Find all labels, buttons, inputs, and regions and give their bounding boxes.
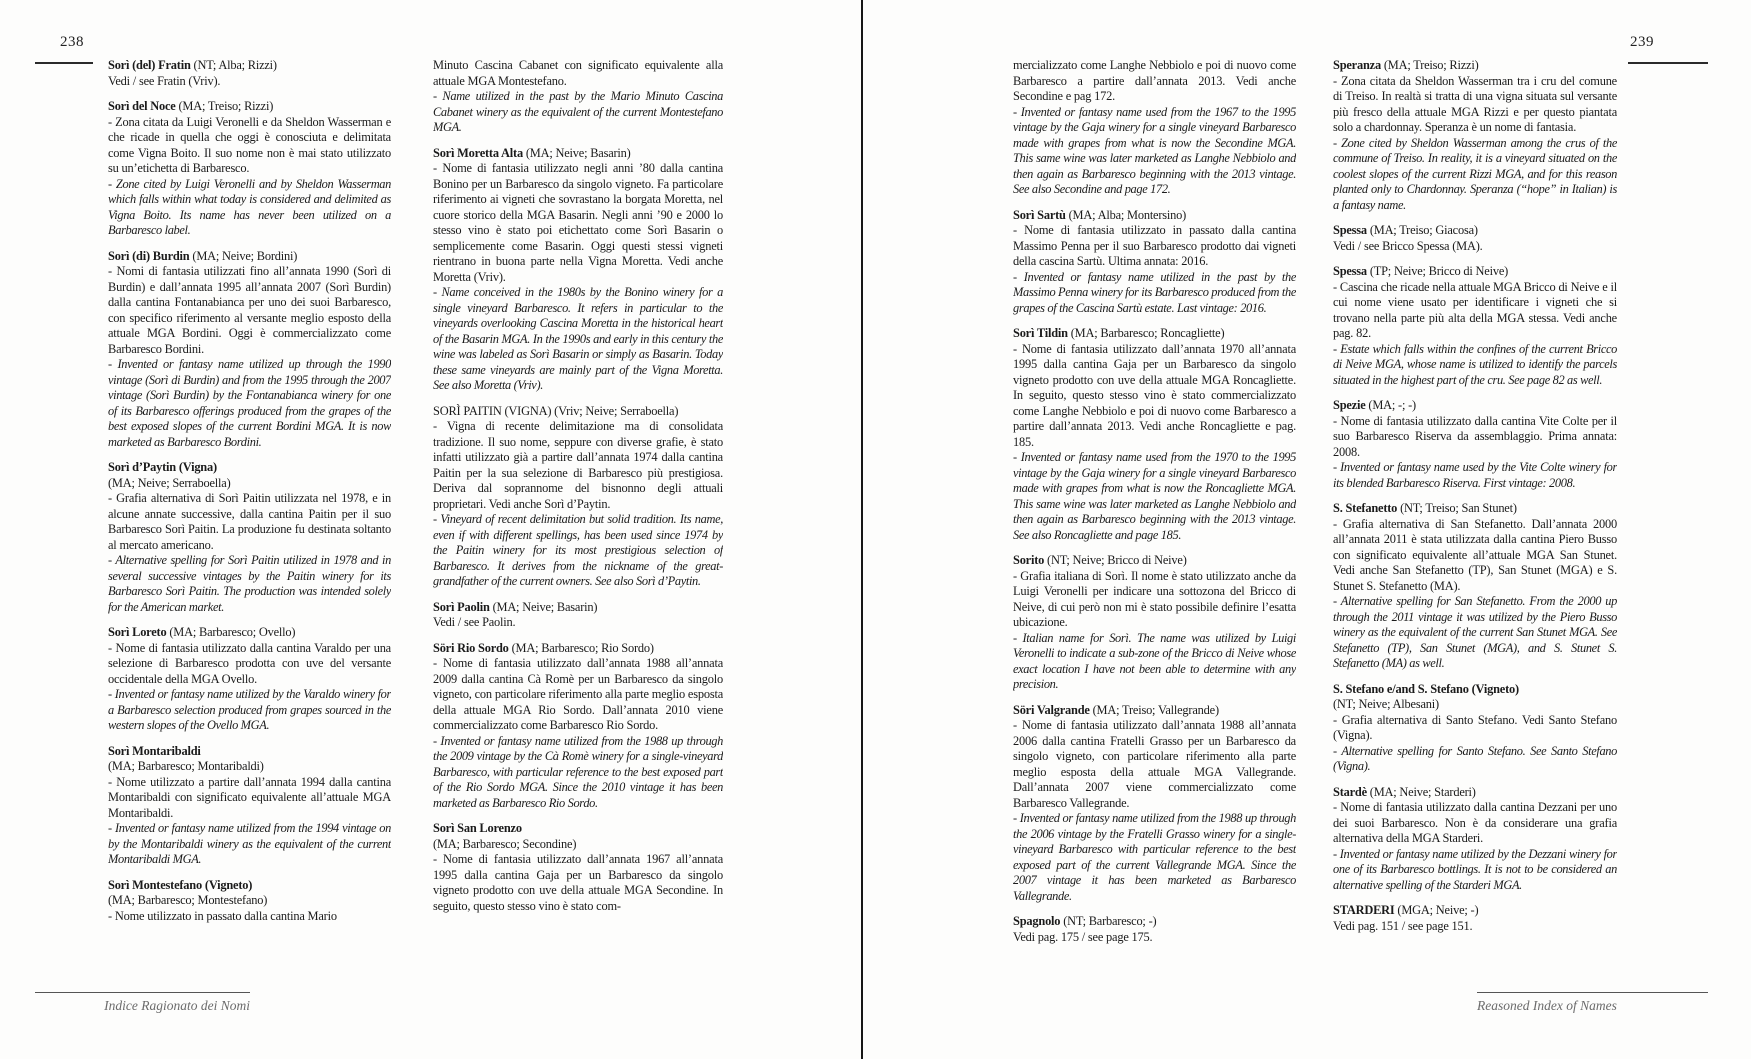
entry-qualifier: SORÌ PAITIN (VIGNA) (Vriv; Neive; Serraboella) [433,403,679,418]
entry-name: Sorì San Lorenzo [433,821,522,835]
entry-text-italian: - Grafia alternativa di Santo Stefano. Vedi Santo Stefano (Vigna). [1333,712,1617,742]
entry-qualifier: (MA; Treiso; Rizzi) [1380,58,1479,72]
index-entry [433,821,723,914]
entry-text-italian: - Nome di fantasia utilizzato dalla cantina Vite Colte per il suo Barbaresco Riserva da assemblaggio. Prima annata: 2008. [1333,413,1617,459]
index-entry [1013,553,1296,693]
text-column-1 [108,58,391,960]
entry-qualifier: (MA; Barbaresco; Rio Sordo) [508,640,654,655]
entry-name: S. Stefanetto [1333,501,1398,515]
entry-qualifier: (MGA; Neive; -) [1394,903,1479,917]
entry-text-english: - Invented or fantasy name utilized by the Varaldo winery for a Barbaresco selection produced from grapes sourced in the western slopes of the Ovello MGA. [108,687,391,732]
index-entry [1013,703,1296,905]
index-entry [1333,398,1617,491]
entry-name: Sorì Moretta Alta [433,145,523,160]
entry-heading [1013,703,1296,719]
index-entry [108,99,391,239]
entry-cross-reference: Vedi / see Bricco Spessa (MA). [1333,238,1483,253]
entry-qualifier: (MA; -; -) [1365,398,1416,412]
entry-text-english: - Alternative spelling for Santo Stefano. See Santo Stefano (Vigna). [1333,743,1617,773]
entry-cross-reference: Vedi / see Paolin. [433,615,516,629]
entry-qualifier: (MA; Neive; Basarin) [522,145,631,160]
entry-text-english: - Invented or fantasy name used by the Vite Colte winery for its blended Barbaresco Riserva. First vintage: 2008. [1333,460,1617,490]
entry-name: Sorì Montestefano (Vigneto) [108,877,253,892]
entry-name: Spessa [1333,264,1367,278]
entry-heading [108,744,391,760]
entry-name: Söri Rio Sordo [433,640,509,655]
entry-text-italian: - Nome utilizzato in passato dalla cantina Mario [108,908,337,923]
top-rule-left [35,62,93,64]
page-divider-line [861,0,863,1059]
entry-text-english: - Vineyard of recent delimitation but solid tradition. Its name, even if with different spellings, has been used since 1974 by the Paitin winery for its most prestigious selection of Barbaresco. It derives from the nickname of the great-grandfather of the current owners. See also Sorì d’Paytin. [433,512,723,588]
entry-name: S. Stefano e/and S. Stefano (Vigneto) [1333,681,1519,696]
entry-name: Sorì (del) Fratin [108,58,191,72]
entry-heading [433,600,723,616]
footer-rule-left [35,992,250,993]
entry-name: Speranza [1333,58,1381,72]
entry-qualifier: (MA; Barbaresco; Roncagliette) [1067,326,1225,340]
entry-name: Sorì d’Paytin (Vigna) [108,460,217,474]
entry-qualifier: (MA; Barbaresco; Secondine) [433,836,577,851]
entry-text-italian: - Vigna di recente delimitazione ma di consolidata tradizione. Il suo nome, seppure con diverse grafie, è stato infatti utilizzato già a partire dall’annata 1974 dalla cantina Paitin per la sua selezione di Barbaresco più prestigiosa. Deriva dal soprannome del bisnonno degli attuali proprietari. Vedi anche Sorì d’Paytin. [433,419,723,511]
index-entry [108,744,391,868]
entry-qualifier: (MA; Neive; Bordini) [189,248,298,263]
entry-qualifier: (MA; Barbaresco; Montaribaldi) [108,759,264,773]
entry-text-english: - Invented or fantasy name utilized from the 1988 up through the 2006 vintage by the Fratelli Grasso winery for a single-vineyard Barbaresco with particular reference to the best exposed part of the current Vallegrande MGA. Since the 2007 vintage it has been marketed as Barbaresco Vallegrande. [1013,811,1296,903]
index-entry [1333,58,1617,213]
entry-heading [433,146,723,162]
entry-qualifier: (MA; Neive; Basarin) [489,599,598,614]
footer-title-right: Reasoned Index of Names [1477,998,1617,1013]
entry-text-italian: - Nome di fantasia utilizzato in passato dalla cantina Massimo Penna per il suo Barbaresco prodotto dai vigneti della cascina Sartù. Ultima annata: 2016. [1013,223,1296,268]
entry-text-english: - Estate which falls within the confines of the current Bricco di Neive MGA, whose name is utilized to identify the parcels situated in the highest part of the cru. See page 82 as well. [1333,341,1617,387]
entry-heading [1333,398,1617,414]
entry-cross-reference: Vedi pag. 175 / see page 175. [1013,929,1153,944]
entry-heading [108,99,391,115]
entry-heading [433,821,723,837]
page-number-right: 239 [1630,34,1654,50]
entry-name: Sorì Loreto [108,625,167,639]
entry-text-english: - Invented or fantasy name utilized up through the 1990 vintage (Sorì di Burdin) and from the 1995 through the 2007 vintage (Sorì Burdin) by the Fontanabianca winery for one of its Barbaresco offerings produced from the grapes of the best exposed slopes of the current Bordini MGA. It is now marketed as Barbaresco Bordini. [108,357,391,449]
entry-qualifier: (TP; Neive; Bricco di Neive) [1366,264,1509,278]
entry-qualifier: (NT; Alba; Rizzi) [190,58,277,72]
entry-name: Stardè [1333,784,1367,799]
index-entry [1013,208,1296,317]
text-column-3 [1013,58,1296,960]
entry-qualifier: (MA; Neive; Starderi) [1366,784,1476,799]
index-entry [1013,326,1296,543]
entry-text-italian: - Nomi di fantasia utilizzati fino all’annata 1990 (Sorì di Burdin) e dall’annata 1995 all’annata 2007 (Sorì Burdin) dalla cantina Fontanabianca per uno dei suoi Barbaresco, con specifico riferimento al versante meglio esposto della attuale MGA Bordini. Oggi è commercializzato come Barbaresco Bordini. [108,264,391,356]
entry-heading [108,249,391,265]
entry-heading [1333,501,1617,517]
footer-rule-right [1477,992,1708,993]
entry-text-italian: - Nome di fantasia utilizzato dalla cantina Dezzani per uno dei suoi Barbaresco. Non è da considerare una grafia alternativa della MGA Starderi. [1333,800,1617,845]
entry-qualifier: (MA; Treiso; Giacosa) [1366,223,1478,237]
entry-heading [433,641,723,657]
entry-qualifier: (MA; Barbaresco; Montestefano) [108,893,268,907]
entry-cross-reference: Vedi / see Fratin (Vriv). [108,73,221,88]
index-entry [108,460,391,615]
top-rule-right [1628,62,1708,64]
entry-heading [433,837,723,853]
entry-text-english: - Invented or fantasy name utilized from the 1988 up through the 2009 vintage by the Cà Romè winery for a single-vineyard Barbaresco, with particular reference to the best exposed part of the Rio Sordo MGA. Since the 2010 vintage it has been marketed as Barbaresco Rio Sordo. [433,733,723,810]
entry-text-italian: - Zona citata da Luigi Veronelli e da Sheldon Wasserman e che ricade in quella che oggi è conosciuta e delimitata come Vigna Boito. Il suo nome non è mai stato utilizzato su un’etichetta di Barbaresco. [108,114,391,175]
entry-heading [108,625,391,641]
entry-text-italian: - Nome di fantasia utilizzato dall’annata 1988 all’annata 2006 dalla cantina Fratelli Grasso per un Barbaresco da singolo vigneto, con particolare riferimento alla parte meglio esposta della attuale MGA Vallegrande. Dall’annata 2007 viene commercializzato come Barbaresco Vallegrande. [1013,718,1296,810]
index-entry-continuation [433,58,723,136]
entry-qualifier: (MA; Alba; Montersino) [1065,207,1187,222]
index-entry [1333,785,1617,894]
entry-heading [108,460,391,476]
entry-text-english: - Invented or fantasy name utilized in the past by the Massimo Penna winery for its Barbaresco produced from the grapes of the Cascina Sartù estate. Last vintage: 2016. [1013,269,1296,315]
entry-name: Sorì Sartù [1013,207,1066,222]
entry-qualifier: (MA; Barbaresco; Ovello) [166,625,296,639]
index-entry [1333,501,1617,672]
entry-text-italian: - Nome di fantasia utilizzato dalla cantina Varaldo per una selezione di Barbaresco prodotta con uve del versante occidentale della MGA Ovello. [108,640,391,686]
entry-text-italian: - Cascina che ricade nella attuale MGA Bricco di Neive e il cui nome viene usato per identificare i vigneti che si trovano nella parte più alta della MGA stessa. Vedi anche pag. 82. [1333,279,1617,340]
entry-text-english: - Invented or fantasy name used from the 1967 to the 1995 vintage by the Gaja winery for a single vineyard Barbaresco made with grapes from what is now the Secondine MGA. This same wine was later marketed as Langhe Nebbiolo and then again as Barbaresco beginning with the 2013 vintage. See also Secondine and page 172. [1013,104,1296,196]
page-number-left: 238 [60,34,84,50]
entry-name: Sorì Tildin [1013,326,1068,340]
entry-text-italian: - Grafia italiana di Sorì. Il nome è stato utilizzato anche da Luigi Veronelli per indicare una sottozona del Bricco di Neive, di cui però non mi è stato possibile definire l’esatta ubicazione. [1013,568,1296,629]
entry-heading [1333,903,1617,919]
entry-heading [1333,223,1617,239]
index-entry [1013,914,1296,945]
index-entry [1333,264,1617,388]
entry-name: Söri Valgrande [1013,702,1090,717]
entry-heading [433,404,723,420]
entry-text-english: - Invented or fantasy name utilized from the 1994 vintage on by the Montaribaldi winery as the equivalent of the current Montaribaldi MGA. [108,821,391,866]
index-entry [108,878,391,925]
entry-qualifier: (NT; Treiso; San Stunet) [1397,501,1517,515]
entry-qualifier: (MA; Neive; Serraboella) [108,475,231,490]
entry-text-italian: - Zona citata da Sheldon Wasserman tra i cru del comune di Treiso. In realtà si tratta di una vigna situata sul versante più fresco della attuale MGA Rizzi e per questo piantata solo a chardonnay. Speranza è un nome di fantasia. [1333,73,1617,134]
text-column-4 [1333,58,1617,960]
entry-qualifier: (NT; Barbaresco; -) [1060,914,1157,928]
entry-heading [108,58,391,74]
entry-text-italian: - Nome di fantasia utilizzato dall’annata 1970 all’annata 1995 dalla cantina Gaja per un Barbaresco da singolo vigneto prodotto con uve della attuale MGA Roncagliette. In seguito, questo stesso vino è stato commercializzato come Langhe Nebbiolo e poi di nuovo come Barbaresco a partire dall’annata 2013. Vedi anche Roncagliette e pag. 185. [1013,341,1296,449]
entry-text-english: - Alternative spelling for San Stefanetto. From the 2000 up through the 2011 vintage it was utilized by the Piero Busso winery as the equivalent of the current San Stunet MGA. See Stefanetto (TP), San Stunet (MGA), and S. Stunet S. Stefanetto (MA) as well. [1333,594,1617,670]
entry-text-english: - Zone cited by Sheldon Wasserman among the crus of the commune of Treiso. In reality, it is a vineyard situated on the coolest slopes of the current Rizzi MGA, and for this reason planted only to Chardonnay. Speranza (“hope” in Italian) is a fantasy name. [1333,135,1617,212]
entry-text-italian: mercializzato come Langhe Nebbiolo e poi di nuovo come Barbaresco a partire dall’annata 2013. Vedi anche Secondine e pag 172. [1013,58,1296,103]
entry-qualifier: (NT; Neive; Albesani) [1333,697,1439,711]
entry-name: Sorì Montaribaldi [108,743,201,758]
index-entry [433,146,723,394]
index-entry [108,249,391,451]
entry-name: Sorito [1013,553,1045,567]
entry-heading [1333,58,1617,74]
entry-name: STARDERI [1333,903,1395,917]
footer-title-left: Indice Ragionato dei Nomi [104,998,250,1013]
entry-qualifier: (NT; Neive; Bricco di Neive) [1044,553,1187,567]
index-entry-continuation [1013,58,1296,198]
entry-name: Spezie [1333,398,1366,412]
entry-qualifier: (MA; Treiso; Rizzi) [175,99,274,113]
entry-name: Spagnolo [1013,914,1061,928]
entry-text-english: - Alternative spelling for Sorì Paitin utilized in 1978 and in several successive vintages by the Paitin winery for its Barbaresco Sorì Paitin. The production was intended solely for the American market. [108,553,391,614]
entry-text-english: - Invented or fantasy name utilized by the Dezzani winery for one of its Barbaresco bottlings. It is not to be considered an alternative spelling of the Starderi MGA. [1333,846,1617,892]
entry-name: Spessa [1333,223,1367,237]
entry-heading [1013,914,1296,930]
entry-cross-reference: Vedi pag. 151 / see page 151. [1333,918,1473,933]
index-entry [1333,223,1617,254]
entry-heading [1013,208,1296,224]
entry-text-english: - Zone cited by Luigi Veronelli and by Sheldon Wasserman which falls within what today is considered and delimited as Vigna Boito. Its name has never been utilized on a Barbaresco label. [108,176,391,237]
entry-heading [1333,264,1617,280]
index-entry [108,58,391,89]
entry-heading [1333,785,1617,801]
entry-heading [108,476,391,492]
entry-text-italian: Minuto Cascina Cabanet con significato equivalente alla attuale MGA Montestefano. [433,58,723,88]
entry-text-italian: - Nome di fantasia utilizzato dall’annata 1988 all’annata 2009 dalla cantina Cà Romè per un Barbaresco da singolo vigneto, con particolare riferimento alla parte meglio esposta della attuale MGA Rio Sordo. Dall’annata 2010 viene commercializzato come Barbaresco Rio Sordo. [433,656,723,732]
entry-text-italian: - Grafia alternativa di Sorì Paitin utilizzata nel 1978, e in alcune annate successive, dalla cantina Paitin per il suo Barbaresco Sorì Paitin. La produzione fu destinata soltanto al mercato americano. [108,491,391,552]
index-entry [433,600,723,631]
entry-text-italian: - Nome utilizzato a partire dall’annata 1994 dalla cantina Montaribaldi con significato equivalente all’attuale MGA Montaribaldi. [108,774,391,820]
index-entry [1333,682,1617,775]
entry-heading [1333,682,1617,698]
entry-name: Sorì Paolin [433,599,490,614]
index-entry [433,641,723,812]
entry-heading [1333,697,1617,713]
entry-name: Sorì del Noce [108,99,176,113]
entry-text-italian: - Grafia alternativa di San Stefanetto. Dall’annata 2000 all’annata 2011 è stata utilizzata dalla cantina Piero Busso con significato equivalente all’attuale MGA San Stunet. Vedi anche San Stefanetto (TP), San Stunet (MGA) e S. Stunet S. Stefanetto (MA). [1333,516,1617,593]
index-entry [433,404,723,590]
entry-heading [108,893,391,909]
entry-text-english: - Italian name for Sorì. The name was utilized by Luigi Veronelli to indicate a sub-zone of the Bricco di Neive whose exact location I have not been able to determine with any precision. [1013,630,1296,691]
entry-text-english: - Name utilized in the past by the Mario Minuto Cascina Cabanet winery as the equivalent of the current Montestefano MGA. [433,89,723,134]
entry-heading [108,759,391,775]
entry-heading [1013,553,1296,569]
entry-text-english: - Name conceived in the 1980s by the Bonino winery for a single vineyard Barbaresco. It refers in particular to the vineyards overlooking Cascina Moretta in the historical heart of the Basarin MGA. In the 1990s and early in this century the wine was labeled as Sorì Basarin or simply as Basarin. Today these same vineyards are mainly part of the Vigna Moretta. See also Moretta (Vriv). [433,285,723,392]
entry-text-italian: - Nome di fantasia utilizzato dall’annata 1967 all’annata 1995 dalla cantina Gaja per un Barbaresco da singolo vigneto prodotto con uve della attuale MGA Secondine. In seguito, questo stesso vino è stato com- [433,852,723,913]
entry-heading [1013,326,1296,342]
index-entry [1333,903,1617,934]
entry-heading [108,878,391,894]
entry-text-italian: - Nome di fantasia utilizzato negli anni ’80 dalla cantina Bonino per un Barbaresco da singolo vigneto. Fa particolare riferimento ai vigneti che sovrastano la borgata Moretta, nel cuore storico della MGA Basarin. Negli anni ’90 e 2000 lo stesso vino è stato poi etichettato come Sorì Basarin o semplicemente come Basarin. Oggi questi stessi vigneti rientrano in buona parte nella Vigna Moretta. Vedi anche Moretta (Vriv). [433,161,723,284]
index-entry [108,625,391,734]
entry-text-english: - Invented or fantasy name used from the 1970 to the 1995 vintage by the Gaja winery for a single vineyard Barbaresco made with grapes from what is now the Roncagliette MGA. This same wine was later marketed as Langhe Nebbiolo and then again as Barbaresco beginning with the 2013 vintage. See also Roncagliette and page 185. [1013,450,1296,542]
entry-name: Sorì (di) Burdin [108,248,190,263]
entry-qualifier: (MA; Treiso; Vallegrande) [1089,702,1219,717]
text-column-2 [433,58,723,960]
